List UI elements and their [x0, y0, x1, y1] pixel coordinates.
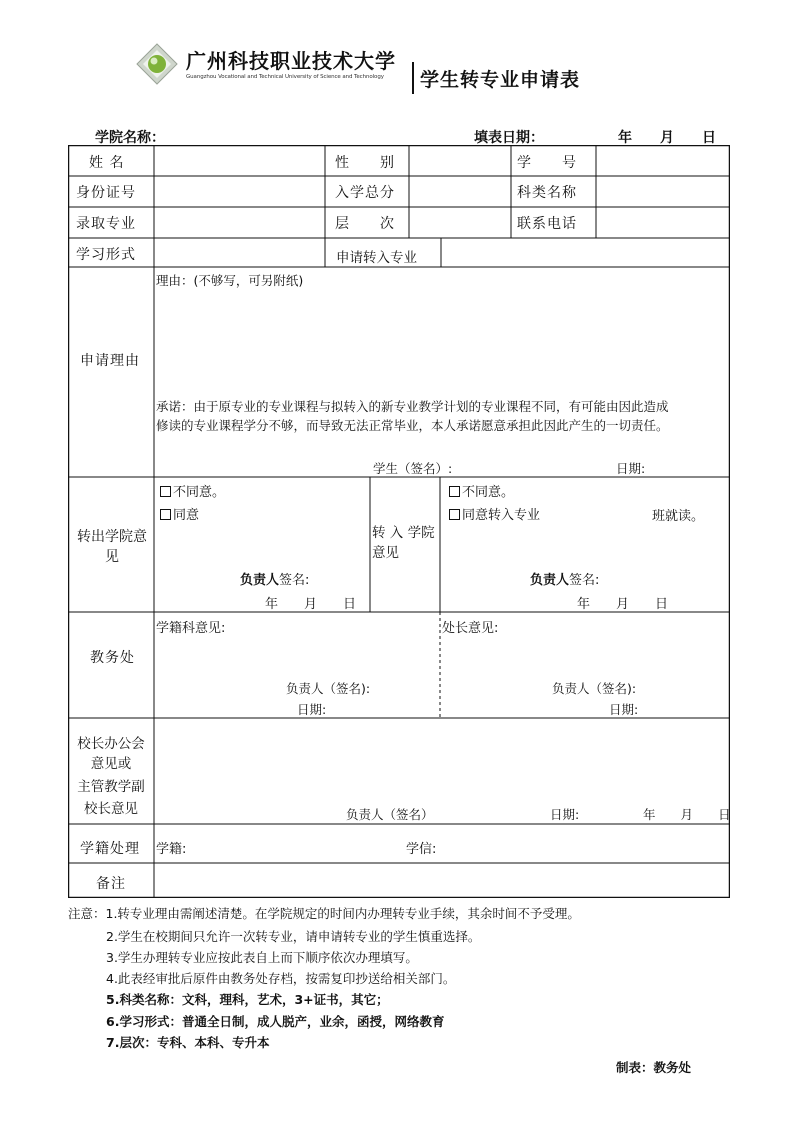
fill-date-label: 填表日期：: [474, 130, 544, 146]
header: [0, 0, 800, 110]
registry-opinion-label: 学籍科意见:: [156, 621, 226, 636]
month-label: 月: [660, 130, 674, 146]
gender-label: 性 别: [335, 155, 395, 171]
id-card-field[interactable]: [156, 178, 324, 206]
letter-label: 学信:: [406, 842, 437, 857]
note-1: 注意：1.转专业理由需阐述清楚。在学院规定的时间内办理转专业手续，其余时间不予受理。: [68, 906, 580, 921]
university-name-cn: 广州科技职业技术大学: [186, 49, 396, 73]
out-responsible-sign: 负责人签名:: [240, 573, 310, 588]
category-label: 科类名称: [517, 185, 577, 201]
level-field[interactable]: [411, 209, 510, 237]
checkbox-icon: [160, 509, 171, 520]
out-agree-option[interactable]: 同意: [160, 504, 199, 523]
principal-label-1: 校长办公会: [77, 736, 145, 752]
out-disagree-option[interactable]: 不同意。: [160, 481, 225, 500]
principal-label-4: 校长意见: [84, 801, 138, 817]
in-agree-transfer-option[interactable]: 同意转入专业: [449, 504, 540, 523]
phone-label: 联系电话: [517, 216, 577, 232]
principal-responsible-sign: 负责人（签名）: [346, 807, 434, 822]
apply-major-label: 申请转入专业: [336, 250, 417, 266]
total-score-field[interactable]: [411, 178, 510, 206]
checkbox-icon: [449, 486, 460, 497]
university-logo-icon: [135, 42, 179, 86]
status-label: 学籍:: [156, 842, 187, 857]
director-opinion-label: 处长意见:: [442, 621, 499, 636]
director-date-label: 日期:: [609, 702, 639, 717]
major-label: 录取专业: [76, 216, 136, 232]
note-7: 7.层次：专科、本科、专升本: [106, 1035, 270, 1050]
registry-date-label: 日期:: [297, 702, 327, 717]
registry-responsible-sign: 负责人（签名):: [286, 681, 371, 696]
note-6: 6.学习形式：普通全日制，成人脱产，业余，函授，网络教育: [106, 1014, 445, 1029]
promise-line-2: 修读的专业课程学分不够，而导致无法正常毕业，本人承诺愿意承担此因此产生的一切责任。: [156, 418, 669, 433]
name-label: 姓 名: [89, 155, 125, 171]
apply-major-field[interactable]: [443, 240, 728, 266]
study-form-field[interactable]: [156, 240, 324, 266]
total-score-label: 入学总分: [335, 185, 395, 201]
university-name-en: Guangzhou Vocational and Technical University of Science and Technology: [186, 74, 384, 80]
academic-affairs-label: 教务处: [90, 650, 135, 666]
status-handle-label: 学籍处理: [80, 841, 140, 857]
out-date-ymd: 年 月 日: [265, 597, 357, 612]
principal-label-2: 意见或: [90, 756, 132, 772]
remark-label: 备注: [96, 876, 126, 892]
in-responsible-sign: 负责人签名:: [530, 573, 600, 588]
principal-date-ymd: 年 月 日: [643, 807, 731, 822]
phone-field[interactable]: [598, 209, 728, 237]
level-label: 层 次: [335, 216, 395, 232]
note-2: 2.学生在校期间只允许一次转专业，请申请转专业的学生慎重选择。: [106, 929, 481, 944]
in-disagree-option[interactable]: 不同意。: [449, 481, 514, 500]
day-label: 日: [702, 130, 716, 146]
in-college-label: 转 入 学院意见: [372, 525, 435, 561]
college-name-label: 学院名称：: [95, 130, 165, 146]
promise-line-1: 承诺：由于原专业的专业课程与拟转入的新专业教学计划的专业课程不同，有可能由因此造成: [156, 399, 669, 414]
id-card-label: 身份证号: [76, 185, 136, 201]
gender-field[interactable]: [411, 147, 510, 175]
year-label: 年: [618, 130, 632, 146]
class-study-label: 班就读。: [652, 509, 705, 524]
in-date-ymd: 年 月 日: [577, 597, 669, 612]
document-title: 学生转专业申请表: [420, 69, 581, 91]
note-5: 5.科类名称：文科，理科，艺术，3+证书，其它；: [106, 992, 389, 1007]
application-form-table: [68, 145, 730, 898]
student-sign-label: 学生（签名）:: [373, 461, 453, 476]
name-field[interactable]: [156, 147, 324, 175]
principal-date-label: 日期:: [550, 807, 580, 822]
title-divider: [412, 62, 414, 94]
student-id-label: 学 号: [517, 155, 577, 171]
form-maker: 制表：教务处: [616, 1060, 692, 1075]
checkbox-icon: [449, 509, 460, 520]
category-field[interactable]: [598, 178, 728, 206]
note-4: 4.此表经审批后原件由教务处存档，按需复印抄送给相关部门。: [106, 971, 456, 986]
note-3: 3.学生办理转专业应按此表自上而下顺序依次办理填写。: [106, 950, 418, 965]
checkbox-icon: [160, 486, 171, 497]
reason-hint: 理由：(不够写，可另附纸): [156, 273, 304, 288]
reason-label: 申请理由: [80, 353, 140, 369]
student-id-field[interactable]: [598, 147, 728, 175]
student-date-label: 日期:: [616, 461, 646, 476]
principal-label-3: 主管教学副: [77, 779, 145, 795]
remark-field[interactable]: [156, 865, 728, 896]
director-responsible-sign: 负责人（签名):: [552, 681, 637, 696]
study-form-label: 学习形式: [76, 247, 136, 263]
major-field[interactable]: [156, 209, 324, 237]
out-college-label: 转出学院意见: [77, 529, 147, 565]
